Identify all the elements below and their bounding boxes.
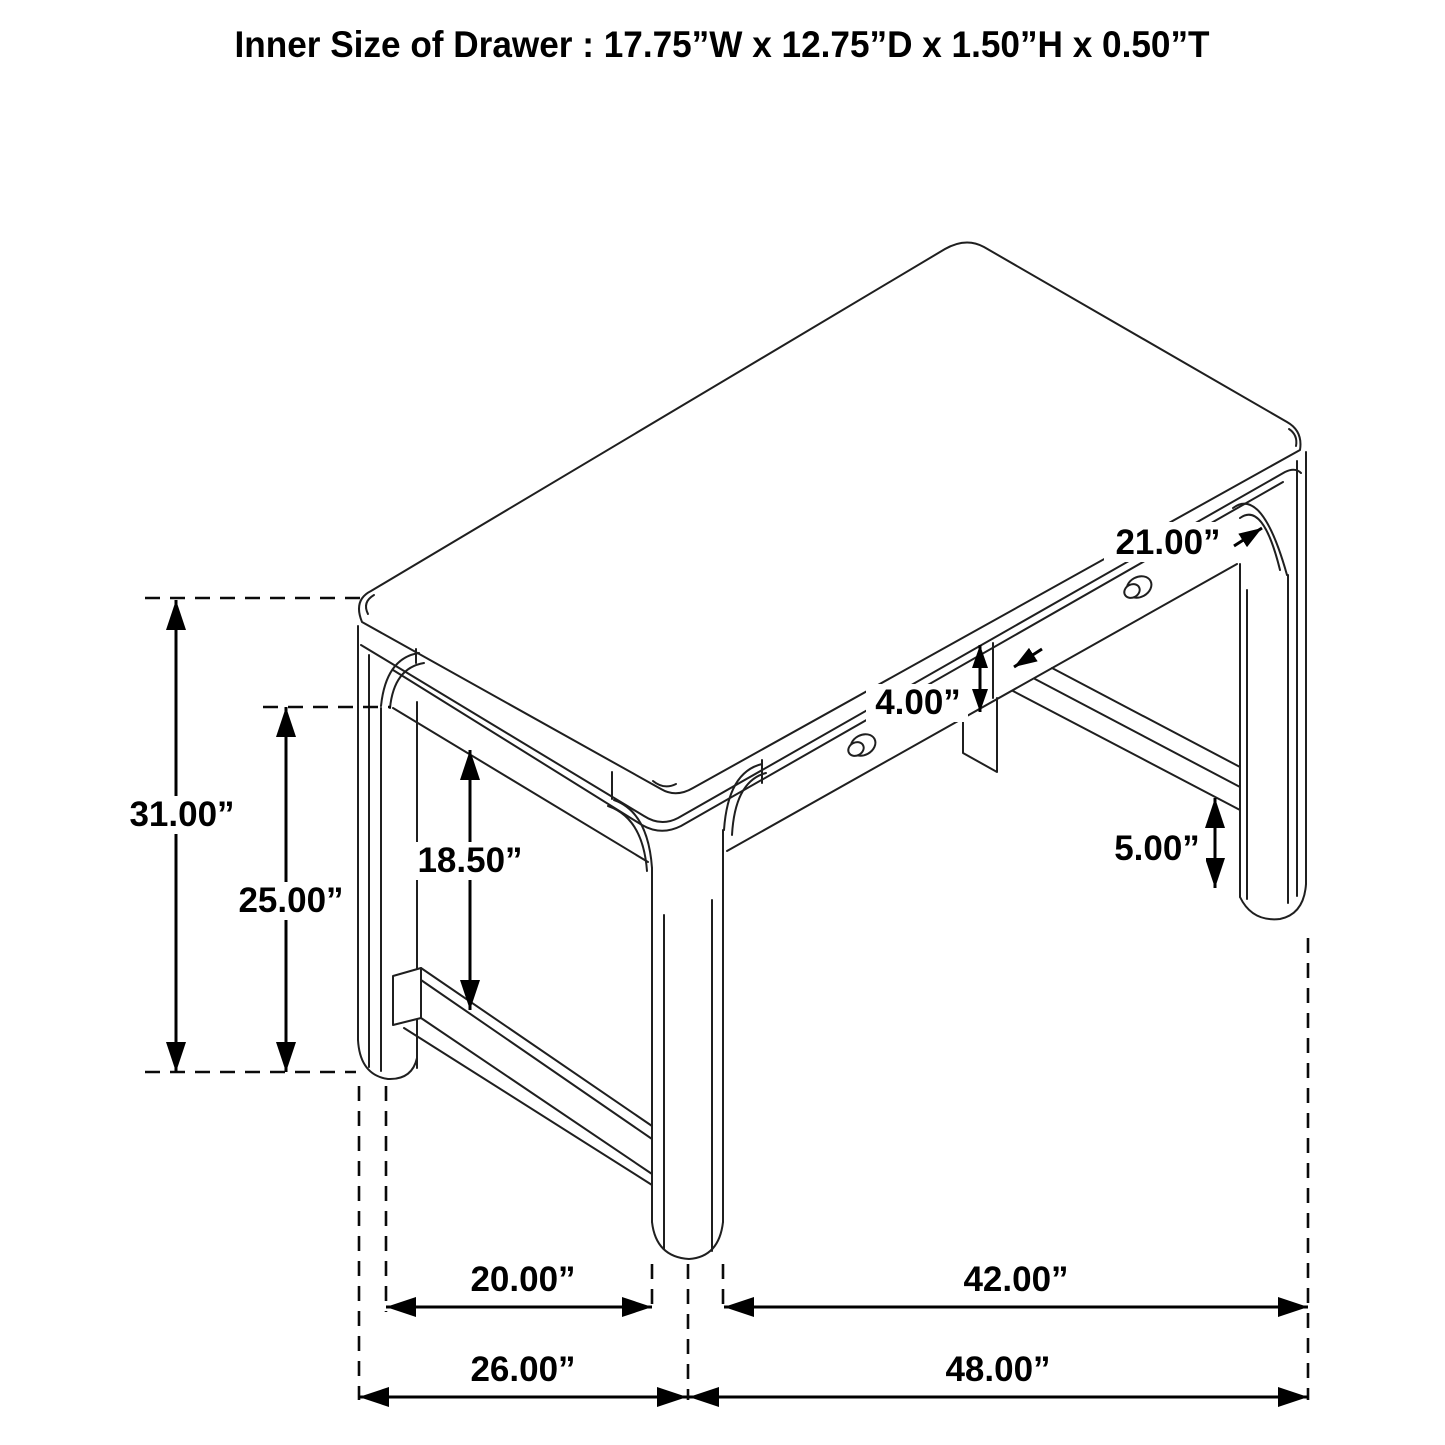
- rear-stretcher-bottom: [1013, 691, 1240, 810]
- dim-drawer-front-width: [1104, 522, 1262, 562]
- rear-stretcher-top: [1052, 668, 1240, 767]
- dim-stretcher-clearance: [1106, 798, 1215, 888]
- dimension-label-drawer-front-width: 21.00”: [1115, 523, 1221, 562]
- drawer-knob-right: [1122, 572, 1155, 602]
- dim-overall-height: [118, 600, 246, 1072]
- front-stretcher-bevel: [421, 980, 652, 1139]
- dim-inner-width: [724, 1260, 1308, 1307]
- front-stretcher-body: [393, 968, 652, 1174]
- dimension-label-outer-width: 48.00”: [945, 1350, 1051, 1389]
- dimension-label-inner-depth: 20.00”: [470, 1260, 576, 1299]
- desk-top-corner-accent-right: [1289, 429, 1296, 446]
- desk-drawing: [358, 242, 1306, 1259]
- front-apron-bottom-edge: [727, 564, 1237, 851]
- dim-outer-width: [689, 1350, 1308, 1397]
- desk-top-outline: [359, 242, 1300, 793]
- drawer-knob-left: [846, 730, 879, 760]
- dimension-label-stretcher-clearance: 5.00”: [1114, 829, 1200, 868]
- dim-apron-height: [866, 645, 1042, 722]
- dim-inner-depth: [386, 1260, 652, 1307]
- dimension-label-overall-height: 31.00”: [129, 795, 235, 834]
- dimension-label-outer-depth: 26.00”: [470, 1350, 576, 1389]
- dimension-label-apron-height: 4.00”: [875, 683, 961, 722]
- right-leg-arch-accent: [1240, 515, 1280, 570]
- dimension-label-leg-opening-height: 18.50”: [417, 841, 523, 880]
- desk-top-corner-accent-left: [366, 595, 374, 614]
- dim-underside-height: [227, 707, 355, 1072]
- rear-stretcher-bevel: [1035, 679, 1240, 787]
- left-leg-bottom: [358, 1040, 417, 1079]
- dim-outer-depth: [359, 1350, 687, 1397]
- left-apron-bottom-edge: [393, 708, 648, 862]
- dimension-label-underside-height: 25.00”: [238, 881, 344, 920]
- dimension-label-inner-width: 42.00”: [963, 1260, 1069, 1299]
- extension-lines: [145, 598, 1308, 1400]
- page-title: Inner Size of Drawer : 17.75”W x 12.75”D x 1.50”H x 0.50”T: [234, 24, 1210, 65]
